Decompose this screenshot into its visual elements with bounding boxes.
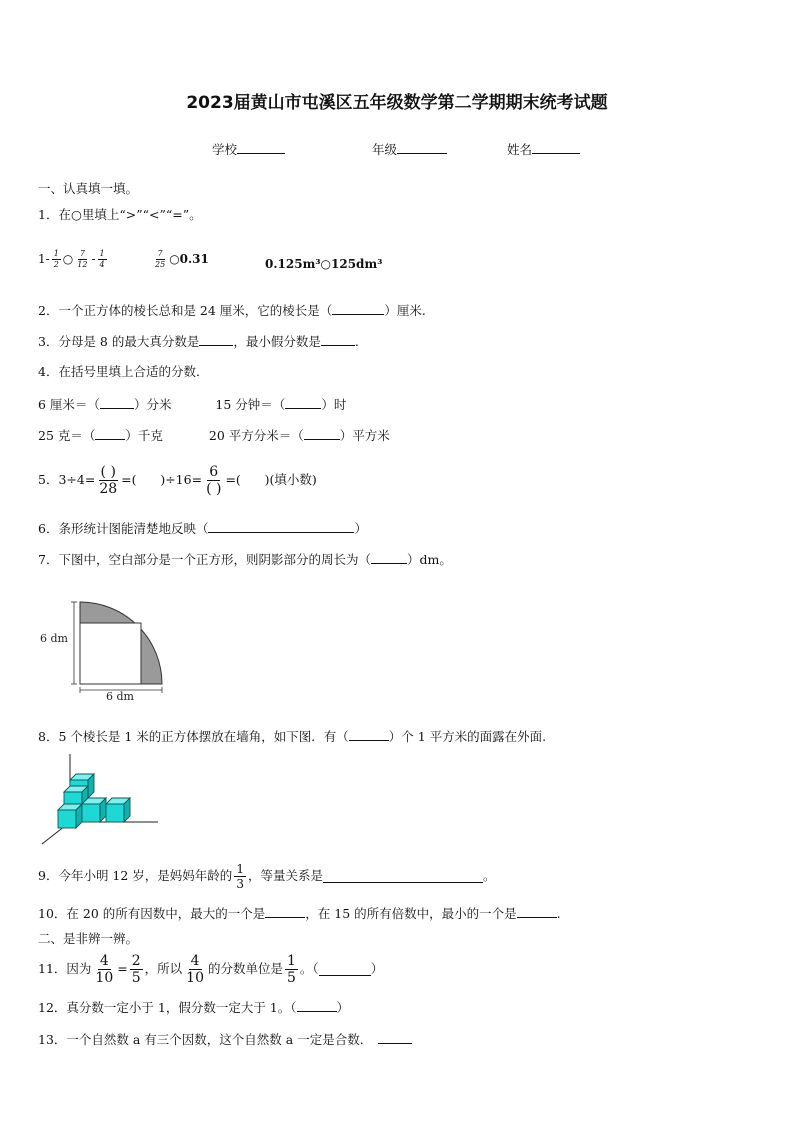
- answer-blank[interactable]: [199, 333, 233, 346]
- answer-blank[interactable]: [208, 520, 354, 533]
- page-title: 2023届黄山市屯溪区五年级数学第二学期期末统考试题: [186, 93, 608, 113]
- question-4: 4．在括号里填上合适的分数．: [38, 364, 209, 379]
- question-1: 1．在○里填上“>”“<”“=”。: [38, 207, 202, 222]
- q4-row-2: 25 克＝（ ）千克 20 平方分米＝（ ）平方米: [38, 428, 390, 443]
- fraction: $\frac{( )}{28}$: [99, 463, 118, 497]
- cube: [82, 798, 106, 822]
- question-11: 11．因为 $\frac{4}{10}$ = $\frac{2}{5}$ ，所以 $\frac{4}{10}$ 的分数单位是 $\frac{1}{5}$ 。（ ）: [38, 952, 384, 986]
- question-9: 9．今年小明 12 岁，是妈妈年龄的 $\frac{1}{3}$ ，等量关系是 。: [38, 861, 496, 891]
- cube: [58, 804, 82, 828]
- fraction: $\frac{4}{10}$: [95, 952, 114, 986]
- answer-blank[interactable]: [304, 427, 340, 440]
- answer-blank[interactable]: [517, 905, 557, 918]
- answer-blank[interactable]: [321, 333, 355, 346]
- question-13: 13．一个自然数 a 有三个因数，这个自然数 a 一定是合数．: [38, 1031, 412, 1048]
- q1-item-b: $\frac{7}{25}$ ○0.31: [155, 249, 209, 269]
- school-label: 学校: [212, 142, 238, 157]
- fraction: $\frac{4}{10}$: [186, 952, 204, 986]
- question-8: 8．5 个棱长是 1 米的正方体摆放在墙角，如下图．有（ ）个 1 平方米的面露在外面.: [38, 729, 547, 744]
- question-3: 3．分母是 8 的最大真分数是 ，最小假分数是 .: [38, 334, 359, 349]
- section-2-heading: 二、是非辨一辨。: [38, 931, 139, 946]
- grade-blank[interactable]: [397, 141, 447, 154]
- name-field: [507, 141, 580, 158]
- school-blank[interactable]: [237, 141, 285, 154]
- answer-blank[interactable]: [378, 1031, 412, 1044]
- answer-blank[interactable]: [349, 728, 389, 741]
- q1-item-a: 1- $\frac{1}{2}$ ○ $\frac{7}{12}$ - $\frac{1}{4}$: [38, 249, 105, 269]
- q1-item-c: 0.125m³○125dm³: [265, 257, 383, 271]
- answer-blank[interactable]: [323, 870, 483, 883]
- answer-blank[interactable]: [371, 551, 407, 564]
- fraction: $\frac{7}{12}$: [77, 249, 88, 269]
- question-7: 7．下图中，空白部分是一个正方形，则阴影部分的周长为（ ）dm。: [38, 552, 452, 567]
- fraction: $\frac{6}{( )}$: [206, 463, 222, 497]
- bottom-label: 6 dm: [106, 690, 134, 703]
- cubes-in-corner-figure: [38, 752, 162, 846]
- name-label: 姓名: [507, 142, 533, 157]
- fraction: $\frac{7}{25}$: [155, 249, 166, 269]
- q4-row-1: 6 厘米＝（ ）分米 15 分钟＝（ ）时: [38, 397, 347, 412]
- answer-blank[interactable]: [265, 905, 305, 918]
- question-5: 5．3÷4= $\frac{( )}{28}$ =( )÷16= $\frac{6}{( )}$ =( )(填小数): [38, 463, 317, 497]
- fraction: $\frac{1}{4}$: [99, 249, 105, 269]
- answer-blank[interactable]: [95, 427, 125, 440]
- section-1-heading: 一、认真填一填。: [38, 181, 139, 196]
- question-2: 2．一个正方体的棱长总和是 24 厘米，它的棱长是（ ）厘米.: [38, 303, 426, 318]
- answer-blank[interactable]: [332, 302, 384, 315]
- square-quarter-circle-figure: [38, 596, 166, 704]
- question-6: 6．条形统计图能清楚地反映（ ）: [38, 521, 367, 536]
- side-label: 6 dm: [40, 632, 68, 645]
- grade-field: [372, 141, 447, 158]
- school-field: [212, 141, 285, 158]
- name-blank[interactable]: [532, 141, 580, 154]
- question-10: 10．在 20 的所有因数中，最大的一个是 ，在 15 的所有倍数中，最小的一个是 .: [38, 906, 561, 921]
- answer-blank[interactable]: [319, 963, 371, 976]
- answer-blank[interactable]: [285, 396, 321, 409]
- white-square: [80, 623, 141, 684]
- answer-blank[interactable]: [297, 999, 337, 1012]
- fraction: $\frac{2}{5}$: [131, 952, 141, 986]
- question-12: 12．真分数一定小于 1，假分数一定大于 1。（ ）: [38, 1000, 350, 1015]
- fraction: $\frac{1}{5}$: [287, 952, 296, 986]
- cube: [106, 798, 130, 822]
- fraction: $\frac{1}{2}$: [53, 249, 59, 269]
- answer-blank[interactable]: [100, 396, 134, 409]
- fraction: $\frac{1}{3}$: [236, 861, 244, 891]
- grade-label: 年级: [372, 142, 398, 157]
